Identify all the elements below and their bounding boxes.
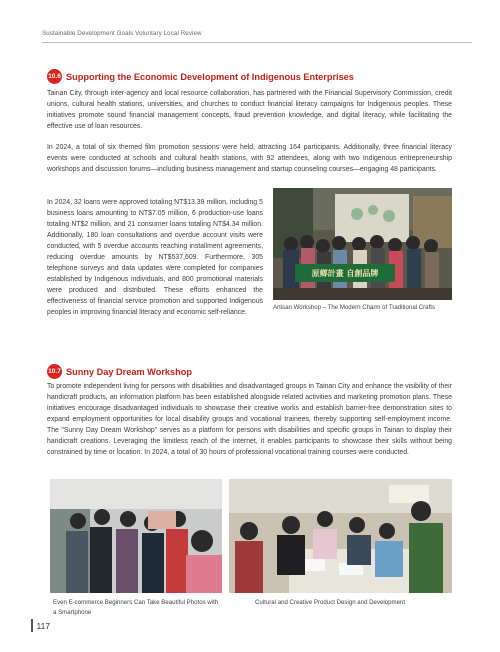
banner-text: 原鄉計畫 自創品牌 (311, 269, 379, 278)
section-number-badge: 10.7 (47, 364, 62, 379)
photo-caption-left: Even E-commerce Beginners Can Take Beautiful Photos with a Smartphone (53, 599, 219, 616)
product-design-photo (229, 479, 452, 593)
photo-caption: Artisan Workshop – The Modern Charm of Traditional Crafts (273, 304, 436, 311)
paragraph: To promote independent living for persons with disabilities and disadvantaged groups in Tainan City and enhance the visibility of their handicraft products, an information platform has been established alongside related activities and marketing promotion plans. These initiatives encourage disadvantaged individuals to showcase their creative works and establish barrier-free demonstration sites to expand employment opportunities for local disability groups and vocational trainees, thereby supporting self-employment income. The "Sunny Day Dream Workshop" serves as a platform for persons with disabilities and specific groups in Tainan to display their handicraft creations. Leveraging the limitless reach of the internet, it enables participants to showcase their skills without being constrained by time or location. In 2024, a total of 30 hours of professional vocational training courses were conducted. (47, 383, 452, 456)
section-title: Sunny Day Dream Workshop (66, 366, 192, 377)
footer-bar (31, 619, 33, 632)
smartphone-photography-photo (50, 479, 222, 593)
paragraph: Tainan City, through inter-agency and local resource collaboration, has partnered with the Financial Supervisory Commission, credit unions, cultural health stations, universities, and churches to conduct financial literacy campaigns for Indigenous peoples. These initiatives promote sound financial management concepts, fraud prevention knowledge, and digital literacy, while facilitating the effective use of loan resources. (47, 90, 452, 130)
artisan-workshop-photo (273, 188, 452, 300)
header-rule (42, 42, 472, 43)
section-number-badge: 10.6 (47, 69, 62, 84)
photo-caption-right: Cultural and Creative Product Design and Development (255, 599, 406, 606)
page-footer (31, 619, 50, 632)
running-header: Sustainable Development Goals Voluntary Local Review (42, 30, 202, 37)
section-title: Supporting the Economic Development of Indigenous Enterprises (66, 71, 354, 82)
page-number: 117 (36, 620, 51, 631)
section-heading-10-7 (47, 364, 192, 379)
section-heading-10-6 (47, 69, 354, 84)
paragraph: In 2024, 32 loans were approved totaling NT$13.39 million, including 5 business loans amounting to NT$7.05 million, 6 production-use loans totaling NT$2 million, and 21 consumer loans totaling NT$4.34 million. Additionally, 180 loan consultations and overdue account visits were conducted, with 5 overdue accounts reaching installment agreements, reducing overdue amounts by NT$537,609. Furthermore, 305 telephone surveys and data updates were completed for companies established by Indigenous individuals, and 800 promotional materials were produced and distributed. These efforts enhanced the effectiveness of financial service promotion and supported Indigenous peoples in improving financial literacy and economic self-reliance. (47, 199, 263, 316)
paragraph: In 2024, a total of six themed film promotion sessions were held, attracting 164 participants. Additionally, three financial literacy events were conducted at schools and cultural health stations, with 92 attendees, along with two Indigenous entrepreneurship workshops and discussion forums—including business management and startup counseling courses—engaging 48 participants. (47, 144, 452, 173)
